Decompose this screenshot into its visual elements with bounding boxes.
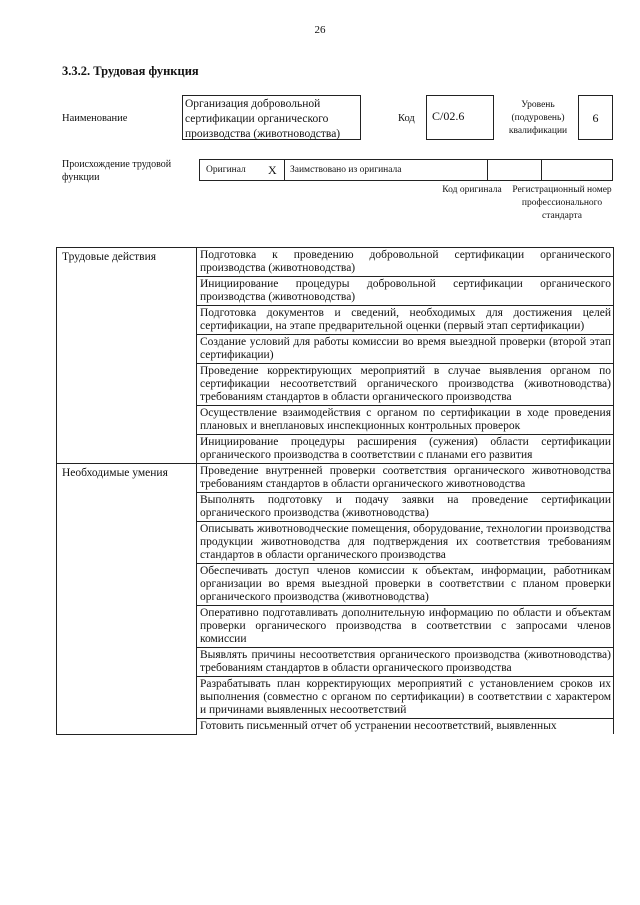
skills-title: Необходимые умения — [57, 464, 197, 735]
origin-divider — [487, 160, 488, 180]
origin-borrowed-label: Заимствовано из оригинала — [290, 165, 402, 175]
origin-divider — [541, 160, 542, 180]
qualification-level-field: 6 — [578, 95, 613, 140]
function-table — [56, 247, 614, 735]
table-row — [57, 464, 614, 493]
skill-item: Проведение внутренней проверки соответствия органического животноводства требованиям стандартов в области органического животноводства — [197, 464, 614, 493]
skill-item: Оперативно подготавливать дополнительную информацию по области и объектам проверки органического производства в соответствии с запросами членов комиссии — [197, 606, 614, 648]
labor-action-item: Подготовка документов и сведений, необходимых для достижения целей сертификации, на этапе предварительной оценки (первый этап сертификации) — [197, 306, 614, 335]
labor-action-item: Проведение корректирующих мероприятий в случае выявления органом по сертификации несоответствий органического производства (животноводства) требованиям стандартов в области органического производства — [197, 364, 614, 406]
labor-action-item: Создание условий для работы комиссии во время выездной проверки (второй этап сертификации) — [197, 335, 614, 364]
section-title: 3.3.2. Трудовая функция — [62, 64, 199, 78]
labor-action-item: Подготовка к проведению добровольной сертификации органического производства (животноводства) — [197, 248, 614, 277]
origin-divider — [284, 160, 285, 180]
page-number: 26 — [314, 24, 326, 36]
qualification-level-label: Уровень (подуровень) квалификации — [508, 100, 568, 136]
code-original-label: Код оригинала — [442, 185, 502, 195]
table-row — [57, 248, 614, 277]
skill-item: Обеспечивать доступ членов комиссии к объектам, информации, работникам организации во время выездной проверки в соответствии с планом проверки органического производства (животноводства) — [197, 564, 614, 606]
skill-item: Готовить письменный отчет об устранении несоответствий, выявленных — [197, 719, 614, 735]
code-label: Код — [398, 113, 415, 124]
labor-action-item: Осуществление взаимодействия с органом по сертификации в ходе проведения плановых и внеплановых инспекционных контрольных проверок — [197, 406, 614, 435]
function-code-field: С/02.6 — [426, 95, 494, 140]
skill-item: Разрабатывать план корректирующих мероприятий с установлением сроков их выполнения (совместно с органом по сертификации) в соответствии с характером и причинами выявленных несоответствий — [197, 677, 614, 719]
skill-item: Выявлять причины несоответствия органического производства (животноводства) требованиям стандартов в области органического производства — [197, 648, 614, 677]
registration-number-label: Регистрационный номер профессионального стандарта — [512, 185, 612, 221]
origin-original-label: Оригинал — [206, 165, 246, 175]
skill-item: Описывать животноводческие помещения, оборудование, технологии производства продукции животноводства для подтверждения их соответствия требованиям стандартов в области органического производства — [197, 522, 614, 564]
skill-item: Выполнять подготовку и подачу заявки на проведение сертификации органического производства (животноводства) — [197, 493, 614, 522]
labor-actions-title: Трудовые действия — [57, 248, 197, 464]
name-label: Наименование — [62, 113, 128, 124]
origin-original-mark: Х — [268, 163, 277, 177]
origin-box — [199, 159, 613, 181]
function-name-field: Организация добровольной сертификации органического производства (животноводства) — [182, 95, 361, 140]
origin-label: Происхождение трудовой функции — [62, 159, 172, 183]
labor-action-item: Инициирование процедуры добровольной сертификации органического производства (животноводства) — [197, 277, 614, 306]
labor-action-item: Инициирование процедуры расширения (сужения) области сертификации органического производства в соответствии с планами его развития — [197, 435, 614, 464]
